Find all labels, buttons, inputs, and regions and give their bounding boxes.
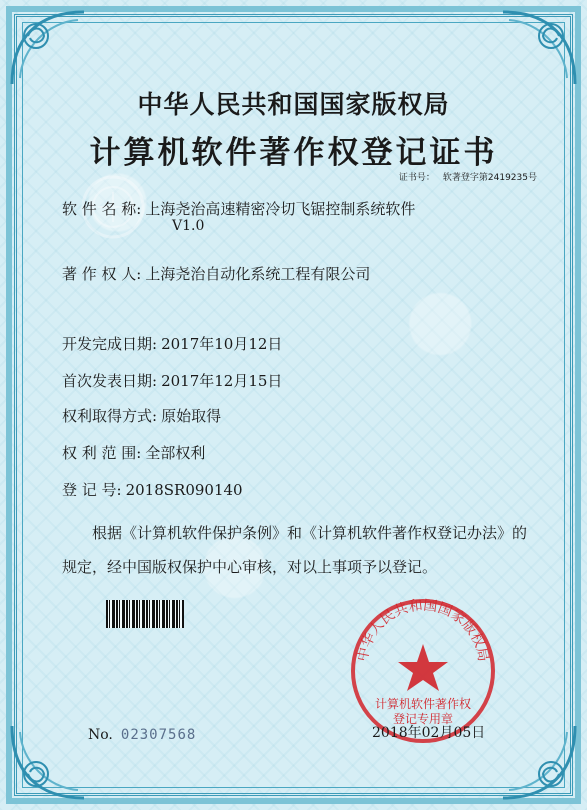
corner-ornament-icon <box>499 8 579 88</box>
seal-line-1: 计算机软件著作权 <box>374 697 471 711</box>
owner-value: 上海尧治自动化系统工程有限公司 <box>145 265 371 283</box>
dev-date-row <box>62 333 282 354</box>
seal-line-2: 登记专用章 <box>392 712 453 726</box>
pub-date-value: 2017年12月15日 <box>161 372 283 390</box>
seal-ring-text: 中华人民共和国国家版权局 <box>354 597 492 663</box>
owner-row <box>62 263 370 284</box>
software-version: V1.0 <box>172 218 205 234</box>
registration-number-value: 2018SR090140 <box>125 481 243 499</box>
software-name-label: 软 件 名 称: <box>62 200 142 218</box>
corner-ornament-icon <box>499 722 579 802</box>
statement-line-1: 根据《计算机软件保护条例》和《计算机软件著作权登记办法》的 <box>92 524 528 542</box>
software-name-value: 上海尧治高速精密冷切飞锯控制系统软件 <box>145 200 416 218</box>
software-name-row <box>62 198 415 219</box>
pub-date-label: 首次发表日期: <box>62 372 158 390</box>
serial-number <box>88 727 196 743</box>
dev-date-label: 开发完成日期: <box>62 335 158 353</box>
corner-ornament-icon <box>8 722 88 802</box>
owner-label: 著 作 权 人: <box>62 265 142 283</box>
serial-number-label: No. <box>88 727 113 743</box>
serial-number-value: 02307568 <box>120 727 197 743</box>
dev-date-value: 2017年10月12日 <box>161 335 283 353</box>
barcode <box>106 600 184 628</box>
corner-ornament-icon <box>8 8 88 88</box>
statement-line-2: 规定，经中国版权保护中心审核，对以上事项予以登记。 <box>62 558 438 576</box>
registration-number-label: 登 记 号: <box>62 481 122 499</box>
issuer-title: 中华人民共和国国家版权局 <box>137 90 450 119</box>
pub-date-row <box>62 370 282 391</box>
certificate-title: 计算机软件著作权登记证书 <box>89 135 498 171</box>
acquire-value: 原始取得 <box>161 407 222 425</box>
scope-row <box>62 442 205 463</box>
issue-date: 2018年02月05日 <box>372 725 486 741</box>
statement-paragraph <box>62 516 542 584</box>
registration-number-row <box>62 479 243 500</box>
scope-label: 权 利 范 围: <box>62 444 142 462</box>
certificate-number-label: 证书号： <box>398 173 435 183</box>
certificate-number <box>399 170 537 183</box>
acquire-label: 权利取得方式: <box>62 407 158 425</box>
certificate-number-value: 软著登字第2419235号 <box>442 173 537 183</box>
acquire-row <box>62 405 221 426</box>
scope-value: 全部权利 <box>145 444 206 462</box>
